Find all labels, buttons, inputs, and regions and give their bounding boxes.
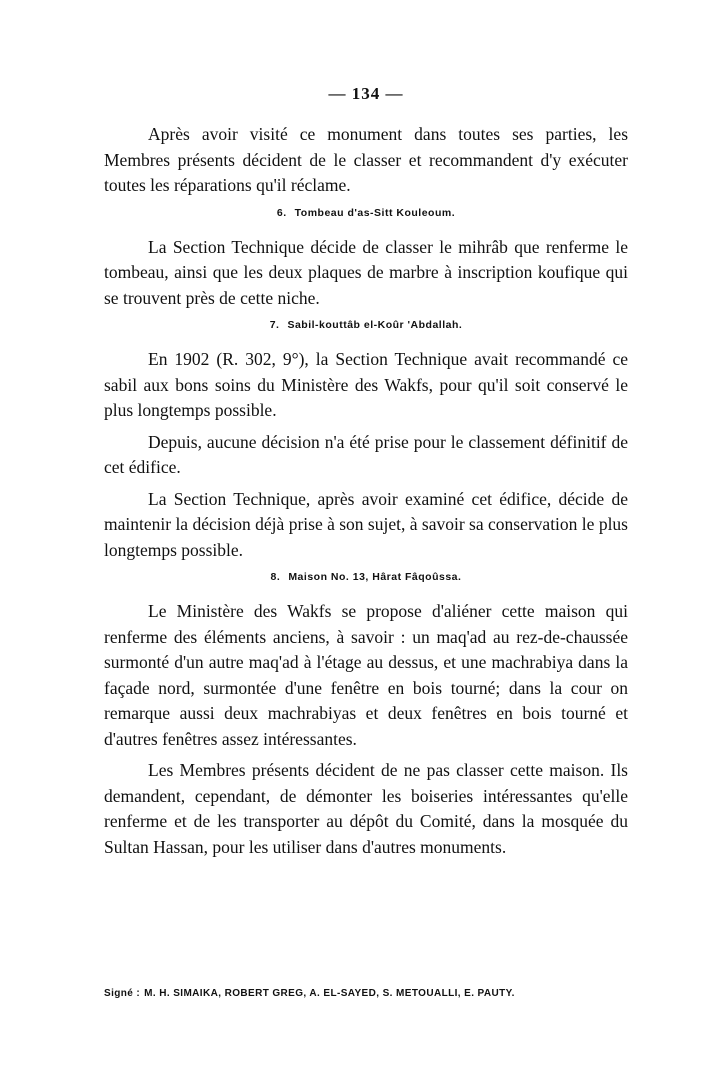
intro-paragraph: Après avoir visité ce monument dans toutes ses parties, les Membres présents décident de le classer et recommandent d'y exécuter toutes les réparations qu'il réclame. (104, 124, 628, 195)
document-page (104, 84, 628, 866)
section-7-paragraph-2: Depuis, aucune décision n'a été prise pour le classement définitif de cet édifice. (104, 431, 628, 477)
signature-line (104, 988, 634, 999)
section-heading-7 (104, 319, 628, 331)
section-8-paragraph-1: Le Ministère des Wakfs se propose d'aliéner cette maison qui renferme des éléments anciens, à savoir : un maq'ad au rez-de-chaussée surmonté d'un autre maq'ad à l'étage au dessus, et une machrabiya dans la façade nord, surmontée d'une fenêtre en bois tourné; dans la cour on remarque aussi deux machrabiyas et deux fenêtres en bois tourné et d'autres fenêtres assez intéressantes. (104, 601, 628, 749)
signature-names: M. H. SIMAIKA, ROBERT GREG, A. EL-SAYED, S. METOUALLI, E. PAUTY. (144, 988, 515, 999)
section-title: Maison No. 13, Hârat Fâqoûssa. (288, 571, 462, 583)
section-heading-6 (104, 207, 628, 219)
signature-label: Signé : (104, 988, 141, 999)
section-7-paragraph-3: La Section Technique, après avoir examiné cet édifice, décide de maintenir la décision déjà prise à son sujet, à savoir sa conservation le plus longtemps possible. (104, 488, 628, 560)
section-title: Tombeau d'as-Sitt Kouleoum. (294, 206, 456, 219)
section-6-paragraph-1: La Section Technique décide de classer le mihrâb que renferme le tombeau, ainsi que les deux plaques de marbre à inscription koufique qui se trouvent près de cette niche. (104, 236, 628, 308)
section-number: 7. (269, 319, 280, 331)
section-heading-8 (104, 571, 628, 583)
section-title: Sabil-kouttâb el-Koûr 'Abdallah. (287, 319, 463, 331)
section-7-paragraph-1: En 1902 (R. 302, 9°), la Section Technique avait recommandé ce sabil aux bons soins du Ministère des Wakfs, pour qu'il soit conservé le plus longtemps possible. (104, 349, 628, 420)
section-number: 6. (276, 206, 287, 219)
page-number: — 134 — (328, 84, 404, 103)
section-number: 8. (270, 571, 281, 583)
section-8-paragraph-2: Les Membres présents décident de ne pas classer cette maison. Ils demandent, cependant, de démonter les boiseries intéressantes qu'elle renferme et de les transporter au dépôt du Comité, dans la mosquée du Sultan Hassan, pour les utiliser dans d'autres monuments. (104, 760, 628, 857)
